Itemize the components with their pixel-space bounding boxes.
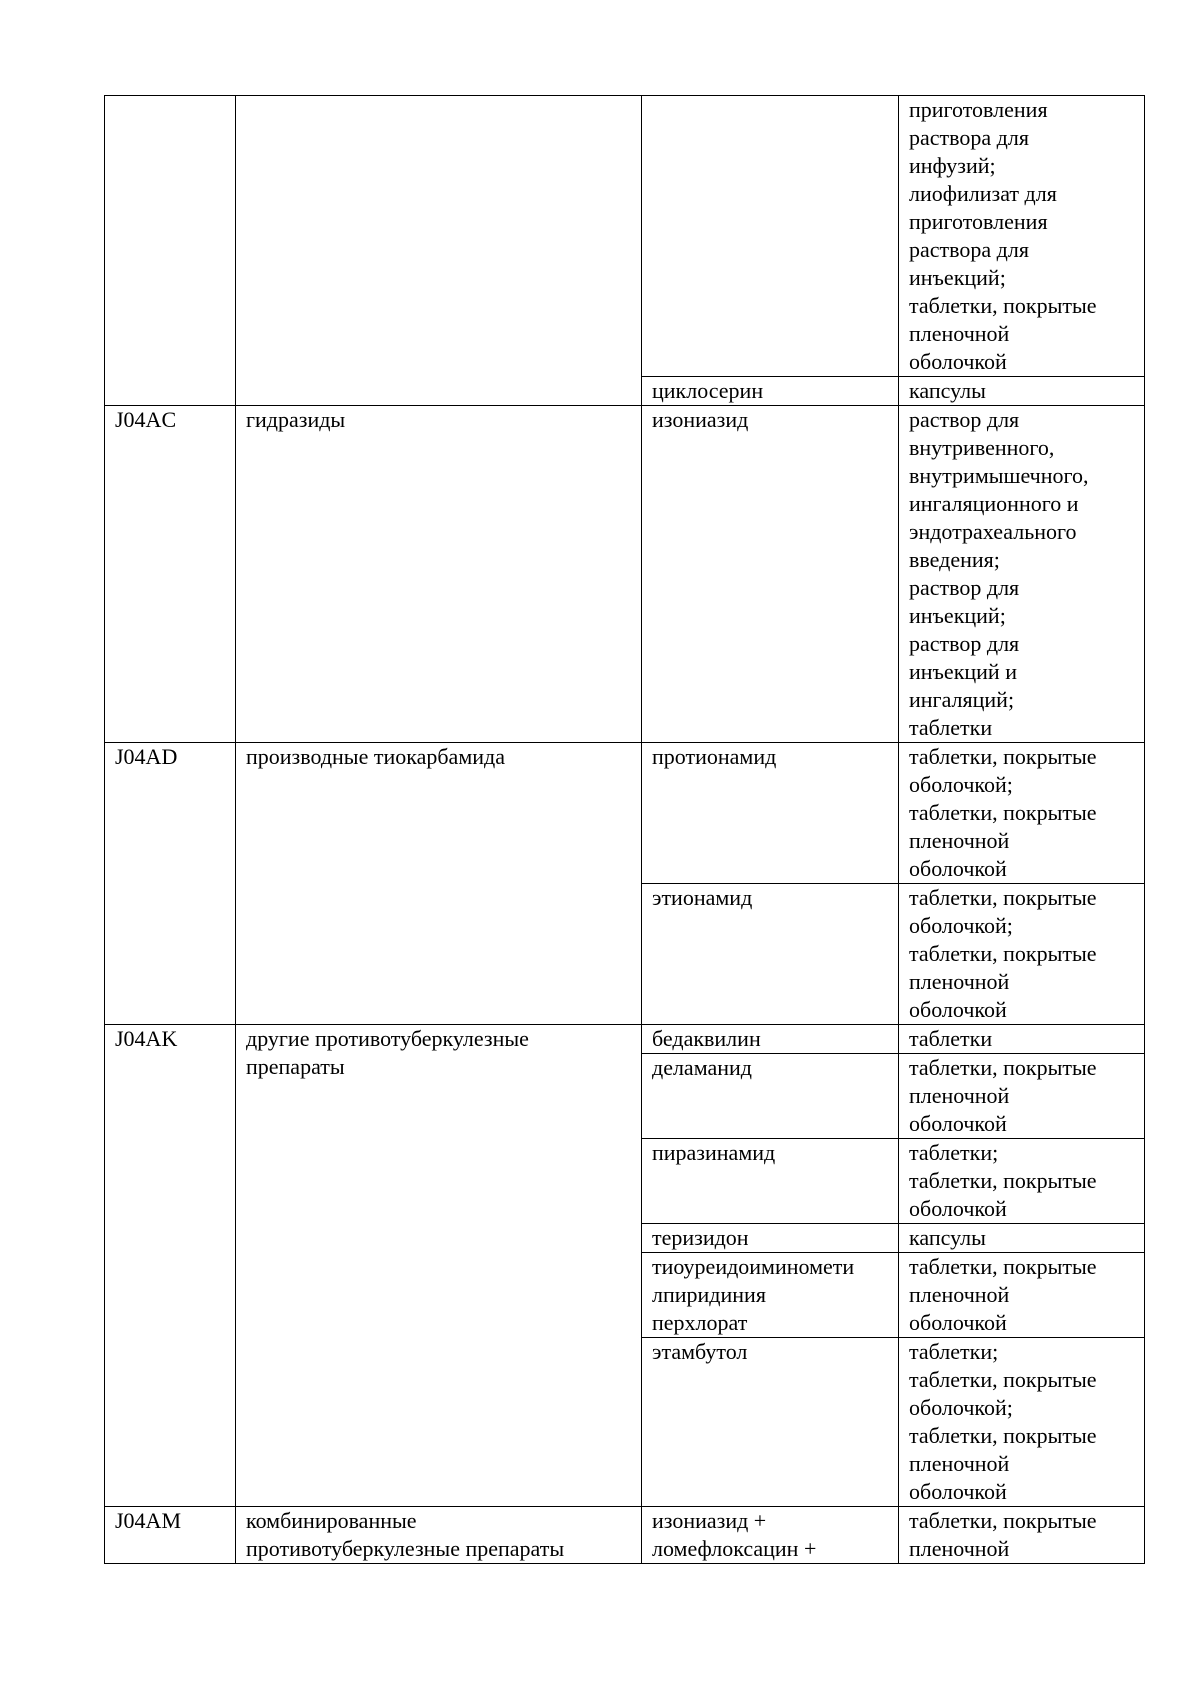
atc-code-cell: J04AM — [105, 1507, 236, 1564]
drug-name-cell — [642, 96, 899, 377]
dosage-form-cell: капсулы — [899, 1224, 1145, 1253]
dosage-form-cell: таблетки, покрытые пленочной — [899, 1507, 1145, 1564]
drug-name-cell: циклосерин — [642, 377, 899, 406]
atc-code-cell: J04AD — [105, 743, 236, 1025]
atc-code-cell — [105, 96, 236, 406]
dosage-form-cell: таблетки; таблетки, покрытые оболочкой; таблетки, покрытые пленочной оболочкой — [899, 1338, 1145, 1507]
pharmacological-group-cell: другие противотуберкулезные препараты — [236, 1025, 642, 1507]
table-row — [105, 743, 1145, 884]
table-body — [105, 96, 1145, 1564]
table-row — [105, 1507, 1145, 1564]
dosage-form-cell: таблетки, покрытые оболочкой; таблетки, покрытые пленочной оболочкой — [899, 743, 1145, 884]
pharmacological-group-cell: гидразиды — [236, 406, 642, 743]
atc-code-cell: J04AK — [105, 1025, 236, 1507]
dosage-form-cell: таблетки, покрытые пленочной оболочкой — [899, 1054, 1145, 1139]
dosage-form-cell: капсулы — [899, 377, 1145, 406]
table-row — [105, 96, 1145, 377]
drug-name-cell: изониазид — [642, 406, 899, 743]
dosage-form-cell: приготовления раствора для инфузий; лиофилизат для приготовления раствора для инъекций; таблетки, покрытые пленочной оболочкой — [899, 96, 1145, 377]
pharmacological-group-cell: комбинированные противотуберкулезные препараты — [236, 1507, 642, 1564]
dosage-form-cell: таблетки, покрытые оболочкой; таблетки, покрытые пленочной оболочкой — [899, 884, 1145, 1025]
atc-code-cell: J04AC — [105, 406, 236, 743]
table-row — [105, 406, 1145, 743]
drug-name-cell: изониазид + ломефлоксацин + — [642, 1507, 899, 1564]
drug-name-cell: этамбутол — [642, 1338, 899, 1507]
drug-name-cell: теризидон — [642, 1224, 899, 1253]
drug-name-cell: этионамид — [642, 884, 899, 1025]
drug-classification-table — [104, 95, 1145, 1564]
dosage-form-cell: таблетки; таблетки, покрытые оболочкой — [899, 1139, 1145, 1224]
pharmacological-group-cell — [236, 96, 642, 406]
drug-name-cell: протионамид — [642, 743, 899, 884]
dosage-form-cell: раствор для внутривенного, внутримышечного, ингаляционного и эндотрахеального введения; раствор для инъекций; раствор для инъекций и ингаляций; таблетки — [899, 406, 1145, 743]
drug-name-cell: деламанид — [642, 1054, 899, 1139]
dosage-form-cell: таблетки — [899, 1025, 1145, 1054]
pharmacological-group-cell: производные тиокарбамида — [236, 743, 642, 1025]
drug-name-cell: пиразинамид — [642, 1139, 899, 1224]
dosage-form-cell: таблетки, покрытые пленочной оболочкой — [899, 1253, 1145, 1338]
drug-name-cell: тиоуреидоиминомети лпиридиния перхлорат — [642, 1253, 899, 1338]
table-row — [105, 1025, 1145, 1054]
drug-name-cell: бедаквилин — [642, 1025, 899, 1054]
